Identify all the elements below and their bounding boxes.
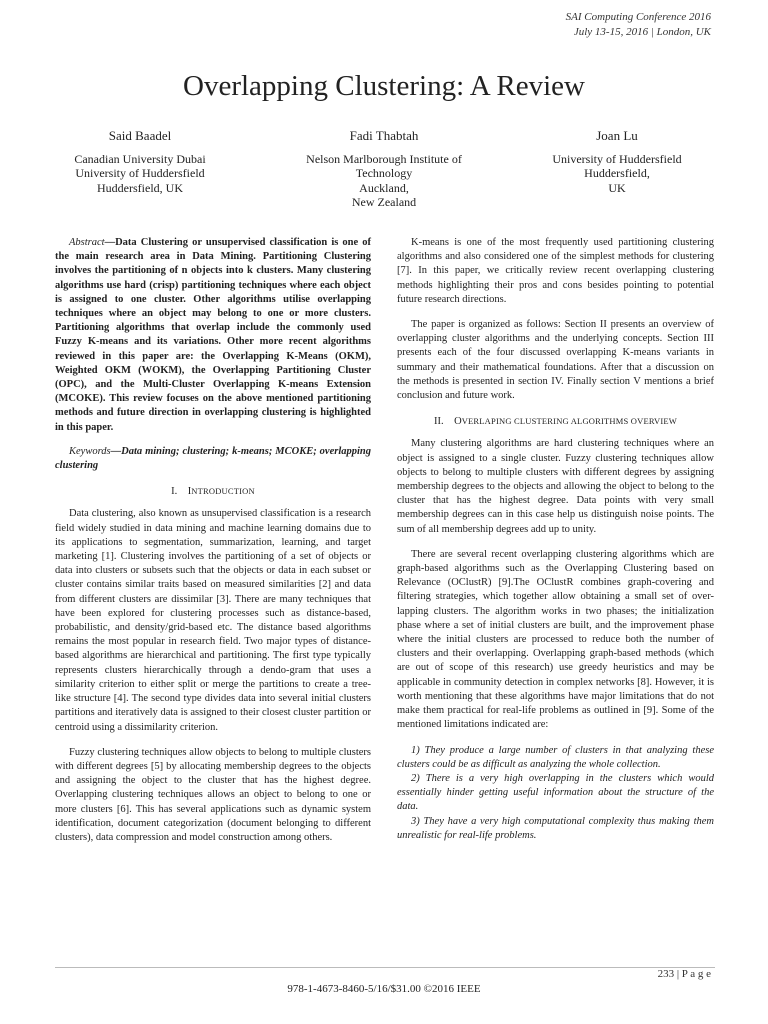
conference-header: [566, 10, 711, 40]
author-affiliation-line: UK: [608, 180, 626, 195]
page-number: [658, 968, 711, 980]
section-number: I.: [171, 486, 178, 498]
paragraph: The paper is organized as follows: Section II presents an overview of overlapping cluster algorithms and the underlying concepts. Section III presents each of the four discussed overlapping K-means variants in summary and their mathematical foundations. After that a discussion on the methods is presented in section IV. Finally section V mentions a brief conclusion and future work.: [397, 319, 714, 402]
limitation-item: 3) They have a very high computational complexity thus making them unrealistic for real-life problems.: [397, 815, 714, 841]
author-affiliation-line: University of Huddersfield: [552, 151, 682, 166]
abstract: [55, 236, 371, 435]
author-affiliation-line: Auckland,: [359, 180, 409, 195]
conference-dates: July 13-15, 2016 | London, UK: [573, 26, 711, 38]
keywords: [55, 445, 371, 473]
paragraph: There are several recent overlapping clustering algorithms which are graph-based algorithms such as the Overlapping Clustering based on Relevance (OClustR) [9].The OClustR combines graph-covering and filtering strategies, which together allow obtaining a small set of over-lapping clusters. The algorithm works in two phases; the initialization phase where a set of initial clusters are built, and the improvement phase where the initial clusters are processed to reduce both the number of clusters and their overlapping. Overlapping graph-based methods (which are out of scope of this research) use greedy heuristics and may be applicable in community detection in complex networks [8]. However, it is worth mentioning that these algorithms have major limitations that do not make them practical for real-life problems as outlined in [9]. Some of the mentioned limitations indicated are:: [397, 548, 714, 731]
page-label: | P a g e: [674, 968, 711, 980]
section-title-initial: I: [187, 486, 192, 498]
author-name: Fadi Thabtah: [349, 128, 419, 143]
author-affiliation-line: New Zealand: [351, 195, 417, 209]
section-number: II.: [433, 416, 444, 428]
page-number-value: 233: [657, 968, 675, 980]
author-affiliation-line: Huddersfield, UK: [97, 180, 183, 195]
author-block-1: [60, 129, 220, 195]
author-affiliation-line: Technology: [355, 166, 413, 180]
keywords-text: —Data mining; clustering; k-means; MCOKE; overlapping clustering: [55, 445, 371, 472]
copyright-footer: 978-1-4673-8460-5/16/$31.00 ©2016 IEEE: [287, 983, 481, 995]
author-block-2: [294, 129, 474, 210]
paragraph: K-means is one of the most frequently used partitioning clustering algorithms and also considered one of the simplest methods for clustering [7]. In this paper, we critically review recent overlapping clustering methods highlighting their pros and cons besides pointing to potential future research directions.: [397, 237, 714, 305]
limitation-item: 2) There is a very high overlapping in the clusters which would essentially hinder getting useful information about the structure of the data.: [397, 772, 714, 813]
section-title-initial: O: [454, 416, 462, 428]
author-affiliation-line: Nelson Marlborough Institute of: [306, 151, 462, 166]
section-title-rest: NTRODUCTION: [191, 486, 255, 497]
right-column: [397, 236, 714, 843]
conference-name: SAI Computing Conference 2016: [565, 11, 711, 23]
section-heading-overview: [397, 414, 714, 429]
keywords-label: Keywords: [69, 445, 111, 457]
section-title-rest: VERLAPING CLUSTERING ALGORITHMS OVERVIEW: [461, 416, 678, 427]
author-name: Said Baadel: [108, 128, 172, 143]
paper-title: Overlapping Clustering: A Review: [183, 70, 585, 102]
paragraph: Many clustering algorithms are hard clustering techniques where an object is assigned to a single cluster. Fuzzy clustering techniques allow objects to belong to multiple clusters with different degrees by assigning membership degrees to the objects and allowing the object to belong to the cluster that has the highest degree. Data points with very small membership degrees can in this case help us distinguish noise points. The sum of all membership degrees add up to unity.: [397, 438, 714, 535]
limitation-item: 1) They produce a large number of clusters in that analyzing these clusters could be as difficult as analyzing the whole collection.: [397, 744, 714, 770]
author-name: Joan Lu: [596, 128, 638, 143]
paragraph: Fuzzy clustering techniques allow objects to belong to multiple clusters with different degrees [5] by allocating membership degrees to the objects and assigning the object to the cluster that has the highest degree. Overlapping clustering techniques allows an object to belong to one or more clusters [6]. This has several applications such as dynamic system identification, document categorization (document belonging to different clusters), data compression and model construction among others.: [55, 746, 371, 843]
author-affiliation-line: Huddersfield,: [584, 166, 650, 180]
author-affiliation-line: University of Huddersfield: [75, 166, 205, 180]
abstract-text: —Data Clustering or unsupervised classification is one of the main research area in Data Mining. Partitioning Clustering involves the partitioning of n objects into k clusters. Many clustering algorithms use hard (crisp) partitioning techniques where each object is assigned to one cluster. Other algorithms utilise overlapping techniques where an object may belong to one or more clusters. Partitioning algorithms that overlap include the commonly used Fuzzy K-means and its variations. Other more recent algorithms reviewed in this paper are: the Overlapping K-Means (OKM), Weighted OKM (WOKM), the Overlapping Partitioning Cluster (OPC), and the Multi-Cluster Overlapping K-means Extension (MCOKE). This review focuses on the above mentioned partitioning methods and future direction in overlapping clustering is highlighted in this paper.: [55, 237, 371, 433]
author-block-3: [537, 129, 697, 195]
abstract-label: Abstract: [69, 237, 105, 248]
author-affiliation-line: Canadian University Dubai: [74, 151, 206, 166]
paragraph: Data clustering, also known as unsupervised classification is a research field widely studied in data mining and machine learning domains due to its applications to segmentation, summarization, learning, and target marketing [1]. Clustering involves the partitioning of a set of objects or data into clusters or subsets such that the objects or data in each subset or cluster contains similar traits based on measured similarities [2] and data from different clusters are dissimilar [3]. There are many techniques that have been explored for clustering processes such as distance-based, probabilistic, and density/grid-based etc. The distance based algorithms remains the most popular in research field. Two major types of distance-based algorithms are hierarchical and partitioning. The first type typically represents clusters hierarchically through a dendo-gram that uses a similarity criterion to either split or merge the partitions to create a tree-like structure [4]. The second type divides data into several initial clusters partitions and iteratively data is assigned to their closest cluster partition or centroid using a dissimilarity criterion.: [55, 508, 371, 733]
footer-divider: [55, 967, 715, 968]
left-column: [55, 236, 371, 845]
section-heading-introduction: [55, 484, 371, 499]
